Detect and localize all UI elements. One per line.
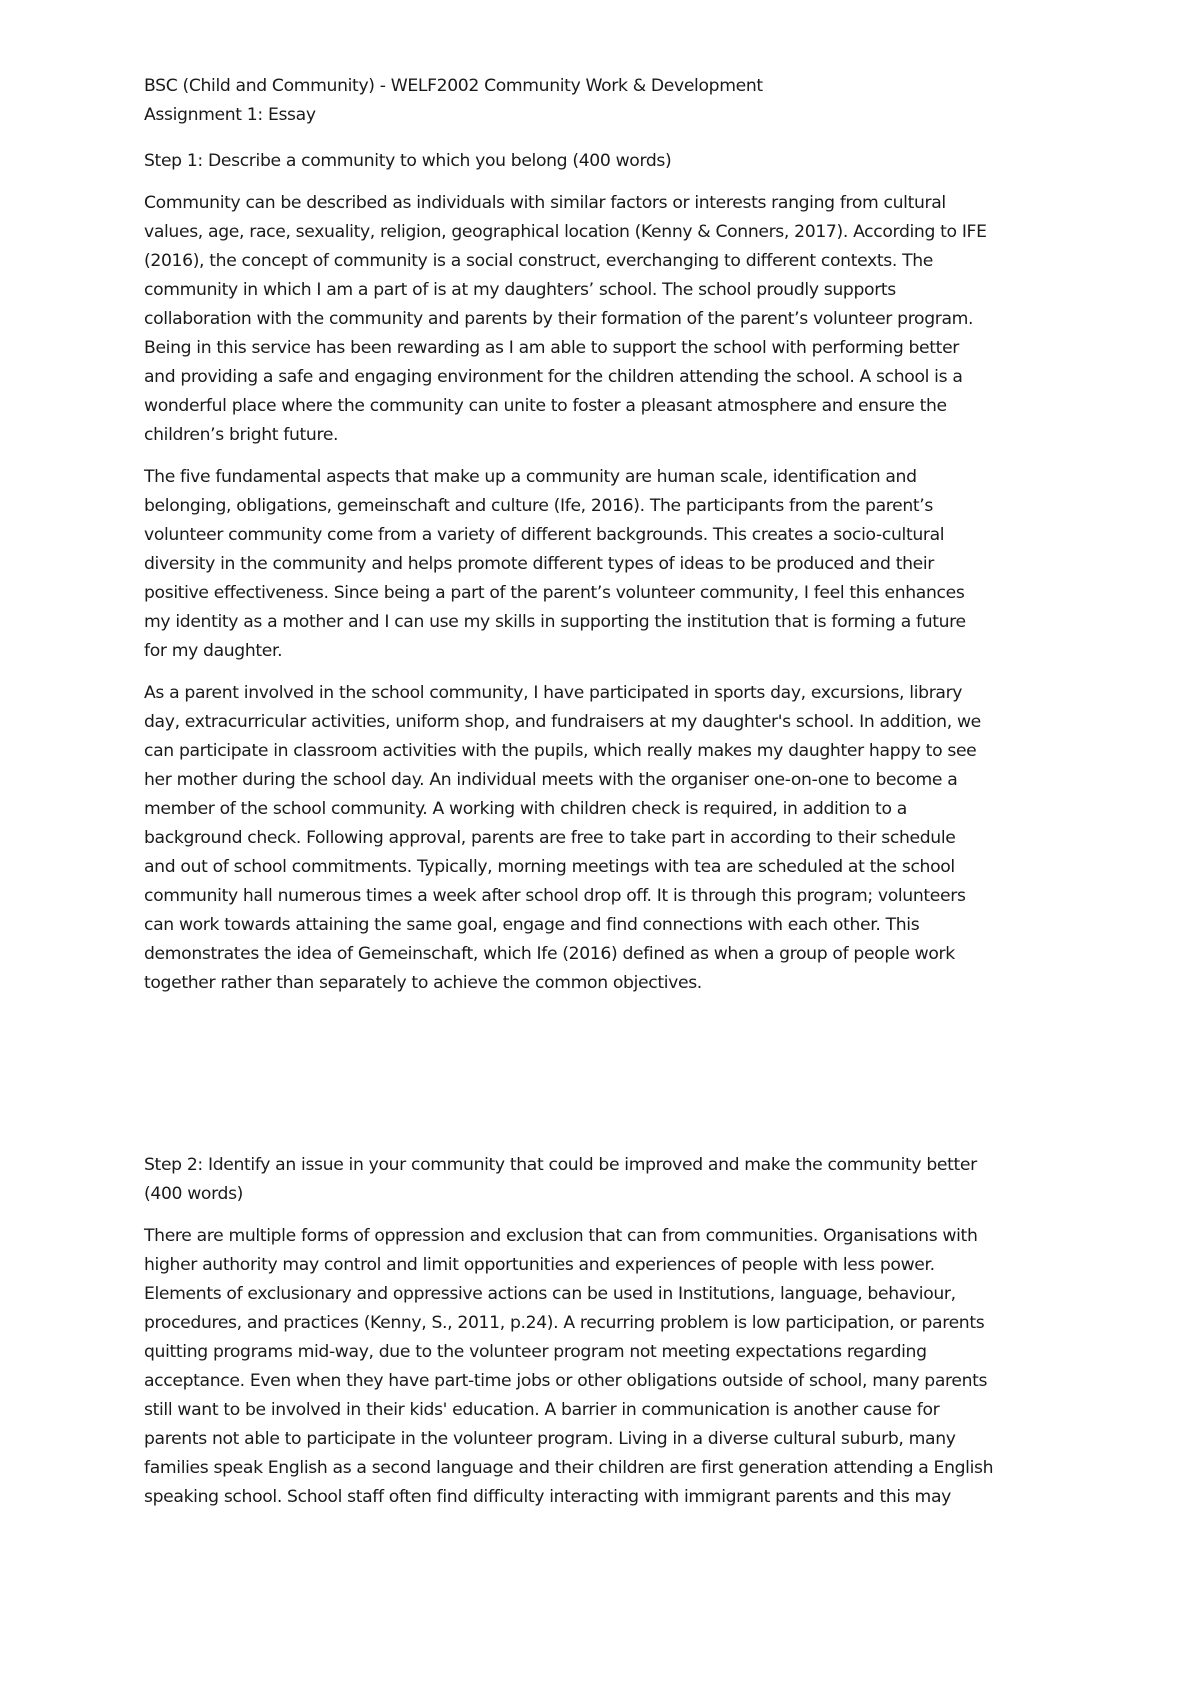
step2-paragraph-1 (144, 1222, 1064, 1512)
course-title: BSC (Child and Community) - WELF2002 Community Work & Development (144, 76, 763, 96)
step1-paragraph-2 (144, 463, 1064, 666)
text-line: together rather than separately to achieve the common objectives. (144, 973, 702, 993)
text-line: procedures, and practices (Kenny, S., 2011, p.24). A recurring problem is low participation, or parents (144, 1313, 985, 1333)
text-line: demonstrates the idea of Gemeinschaft, which Ife (2016) defined as when a group of people work (144, 944, 955, 964)
text-line: positive effectiveness. Since being a part of the parent’s volunteer community, I feel this enhances (144, 583, 965, 603)
text-line: As a parent involved in the school community, I have participated in sports day, excursions, library (144, 683, 963, 703)
text-line: for my daughter. (144, 641, 283, 661)
text-line: belonging, obligations, gemeinschaft and culture (Ife, 2016). The participants from the parent’s (144, 496, 933, 516)
text-line: community in which I am a part of is at my daughters’ school. The school proudly supports (144, 280, 896, 300)
text-line: still want to be involved in their kids' education. A barrier in communication is another cause for (144, 1400, 940, 1420)
assignment-title: Assignment 1: Essay (144, 105, 316, 125)
text-line: day, extracurricular activities, uniform shop, and fundraisers at my daughter's school. In addition, we (144, 712, 981, 732)
step2-heading-line: (400 words) (144, 1184, 244, 1204)
text-line: acceptance. Even when they have part-time jobs or other obligations outside of school, many parents (144, 1371, 988, 1391)
text-line: Being in this service has been rewarding as I am able to support the school with performing better (144, 338, 960, 358)
step1-paragraph-3 (144, 679, 1064, 998)
text-line: her mother during the school day. An individual meets with the organiser one-on-one to become a (144, 770, 958, 790)
text-line: families speak English as a second language and their children are first generation attending a English (144, 1458, 994, 1478)
text-line: speaking school. School staff often find difficulty interacting with immigrant parents and this may (144, 1487, 951, 1507)
step1-section (144, 147, 1064, 998)
text-line: Elements of exclusionary and oppressive actions can be used in Institutions, language, behaviour, (144, 1284, 956, 1304)
step2-heading-line: Step 2: Identify an issue in your community that could be improved and make the community better (144, 1155, 977, 1175)
text-line: The five fundamental aspects that make up a community are human scale, identification and (144, 467, 917, 487)
text-line: collaboration with the community and parents by their formation of the parent’s volunteer program. (144, 309, 974, 329)
document-header (144, 72, 1064, 130)
text-line: member of the school community. A working with children check is required, in addition to a (144, 799, 907, 819)
text-line: volunteer community come from a variety of different backgrounds. This creates a socio-cultural (144, 525, 945, 545)
step1-heading: Step 1: Describe a community to which you belong (400 words) (144, 151, 672, 171)
text-line: higher authority may control and limit opportunities and experiences of people with less power. (144, 1255, 935, 1275)
text-line: my identity as a mother and I can use my skills in supporting the institution that is forming a future (144, 612, 966, 632)
text-line: children’s bright future. (144, 425, 339, 445)
text-line: values, age, race, sexuality, religion, geographical location (Kenny & Conners, 2017). According to IFE (144, 222, 987, 242)
text-line: parents not able to participate in the volunteer program. Living in a diverse cultural suburb, many (144, 1429, 956, 1449)
text-line: can work towards attaining the same goal, engage and find connections with each other. This (144, 915, 920, 935)
text-line: can participate in classroom activities with the pupils, which really makes my daughter happy to see (144, 741, 977, 761)
text-line: (2016), the concept of community is a social construct, everchanging to different contexts. The (144, 251, 933, 271)
text-line: There are multiple forms of oppression and exclusion that can from communities. Organisations with (144, 1226, 978, 1246)
text-line: diversity in the community and helps promote different types of ideas to be produced and their (144, 554, 935, 574)
text-line: and out of school commitments. Typically, morning meetings with tea are scheduled at the school (144, 857, 955, 877)
text-line: wonderful place where the community can unite to foster a pleasant atmosphere and ensure the (144, 396, 947, 416)
text-line: background check. Following approval, parents are free to take part in according to their schedule (144, 828, 956, 848)
document-body (144, 72, 1064, 1512)
step1-paragraph-1 (144, 189, 1064, 450)
text-line: and providing a safe and engaging environment for the children attending the school. A school is a (144, 367, 963, 387)
text-line: quitting programs mid-way, due to the volunteer program not meeting expectations regarding (144, 1342, 927, 1362)
step2-heading (144, 1151, 1064, 1209)
text-line: Community can be described as individuals with similar factors or interests ranging from cultural (144, 193, 946, 213)
text-line: community hall numerous times a week after school drop off. It is through this program; volunteers (144, 886, 966, 906)
step2-section (144, 1151, 1064, 1512)
